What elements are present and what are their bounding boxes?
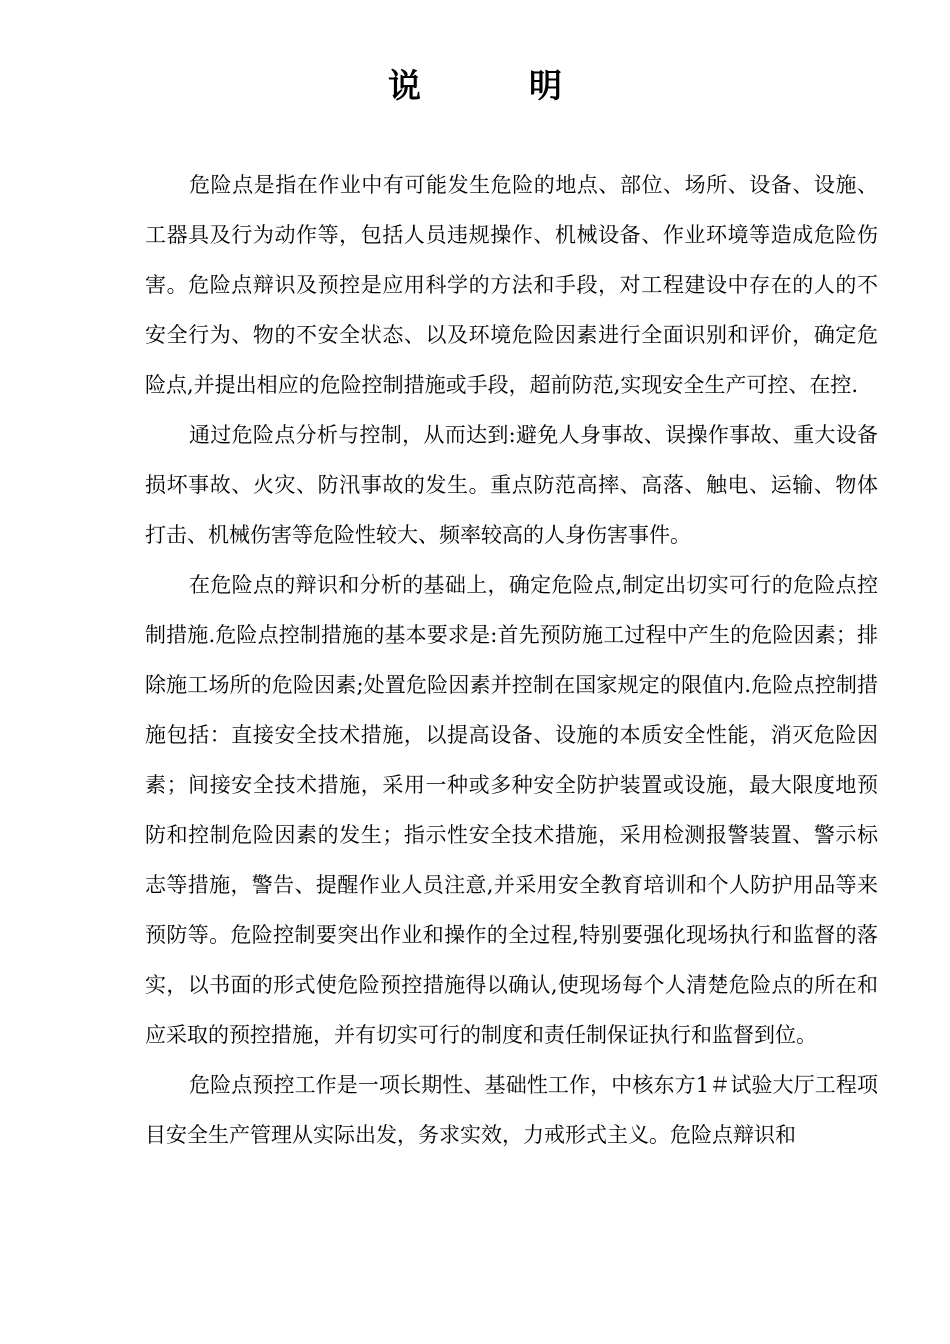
page-title: [0, 58, 950, 114]
paragraph-2: 通过危险点分析与控制，从而达到:避免人身事故、误操作事故、重大设备损坏事故、火灾、防汛事故的发生。重点防范高摔、高落、触电、运输、物体打击、机械伤害等危险性较大、频率较高的人身伤害事件。: [145, 423, 878, 547]
title-char-1: 说: [388, 66, 421, 105]
paragraph-3: 在危险点的辩识和分析的基础上，确定危险点,制定出切实可行的危险点控制措施.危险点控制措施的基本要求是:首先预防施工过程中产生的危险因素；排除施工场所的危险因素;处置危险因素并控制在国家规定的限值内.危险点控制措施包括：直接安全技术措施，以提高设备、设施的本质安全性能，消灭危险因素；间接安全技术措施，采用一种或多种安全防护装置或设施，最大限度地预防和控制危险因素的发生；指示性安全技术措施，采用检测报警装置、警示标志等措施，警告、提醒作业人员注意,并采用安全教育培训和个人防护用品等来预防等。危险控制要突出作业和操作的全过程,特别要强化现场执行和监督的落实，以书面的形式使危险预控措施得以确认,使现场每个人清楚危险点的所在和应采取的预控措施，并有切实可行的制度和责任制保证执行和监督到位。: [145, 573, 878, 1047]
paragraph-4: 危险点预控工作是一项长期性、基础性工作，中核东方1＃试验大厅工程项目安全生产管理从实际出发，务求实效，力戒形式主义。危险点辩识和: [145, 1073, 878, 1147]
paragraph-1: 危险点是指在作业中有可能发生危险的地点、部位、场所、设备、设施、工器具及行为动作等，包括人员违规操作、机械设备、作业环境等造成危险伤害。危险点辩识及预控是应用科学的方法和手段，对工程建设中存在的人的不安全行为、物的不安全状态、以及环境危险因素进行全面识别和评价，确定危险点,并提出相应的危险控制措施或手段，超前防范,实现安全生产可控、在控.: [145, 173, 878, 397]
title-char-2: 明: [529, 66, 562, 105]
document-body: [145, 160, 878, 1160]
